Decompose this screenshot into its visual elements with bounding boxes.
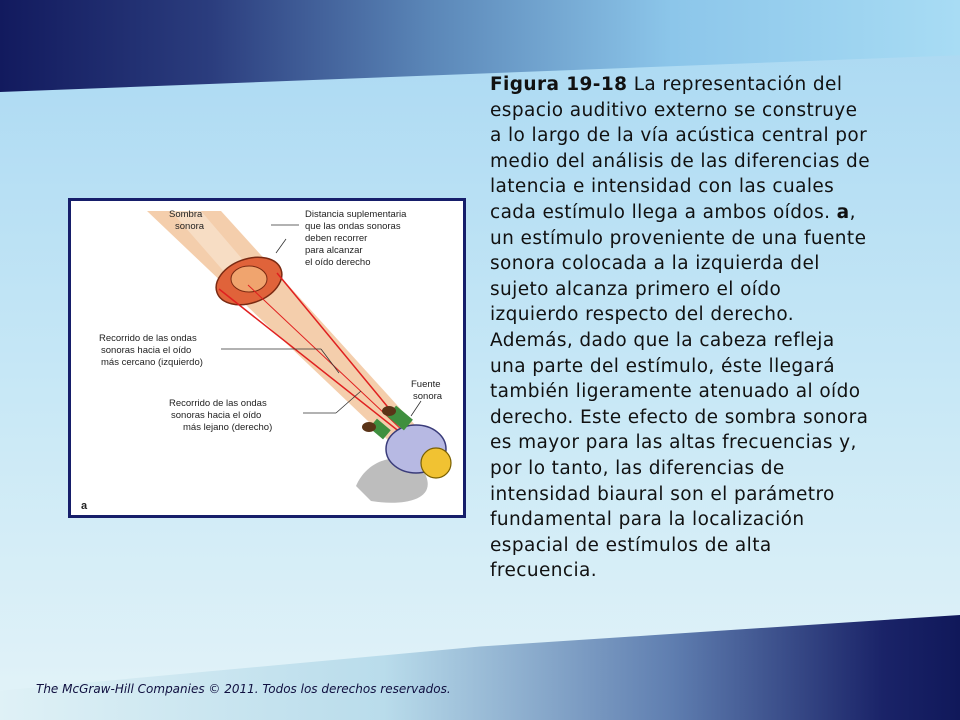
label-source: Fuente xyxy=(411,379,441,390)
leader-line xyxy=(276,239,286,253)
source-person-foot xyxy=(362,422,376,432)
copyright-footer: The McGraw-Hill Companies © 2011. Todos los derechos reservados. xyxy=(36,682,451,696)
auditory-space-illustration xyxy=(71,201,463,515)
label-near-path: más cercano (izquierdo) xyxy=(101,357,203,368)
source-person-head xyxy=(421,448,451,478)
source-person-foot xyxy=(382,406,396,416)
label-extra-distance: para alcanzar xyxy=(305,245,363,256)
footer-gradient-band xyxy=(0,615,960,720)
caption-text: , un estímulo proveniente de una fuente sonora colocada a la izquierda del sujeto alcanza primero el oído izquierdo respecto del derecho. Además, dado que la cabeza refleja una parte del estímulo, éste llegará también ligeramente atenuado al oído derecho. Este efecto de sombra sonora es mayor para las altas frecuencias y, por lo tanto, las diferencias de intensidad biaural son el parámetro fundamental para la localización espacial de estímulos de alta frecuencia. xyxy=(490,201,869,582)
label-extra-distance: que las ondas sonoras xyxy=(305,221,401,232)
path-center xyxy=(248,285,403,431)
caption-panel-letter: a xyxy=(836,201,850,223)
label-extra-distance: el oído derecho xyxy=(305,257,371,268)
leader-line xyxy=(411,401,421,416)
caption-text: La representación del espacio auditivo externo se construye a lo largo de la vía acústica central por medio del análisis de las diferencias de latencia e intensidad con las cuales cada estímulo llega a ambos oídos. xyxy=(490,74,870,223)
label-near-path: sonoras hacia el oído xyxy=(101,345,192,356)
label-near-path: Recorrido de las ondas xyxy=(99,333,197,344)
label-source: sonora xyxy=(413,391,443,402)
figure-number: Figura 19-18 xyxy=(490,74,628,95)
label-shadow: Sombra xyxy=(169,209,203,220)
listener-face xyxy=(231,266,267,292)
label-extra-distance: Distancia suplementaria xyxy=(305,209,407,220)
label-extra-distance: deben recorrer xyxy=(305,233,368,244)
label-far-path: más lejano (derecho) xyxy=(183,422,273,433)
panel-letter: a xyxy=(81,500,88,512)
label-shadow: sonora xyxy=(175,221,205,232)
label-far-path: Recorrido de las ondas xyxy=(169,398,267,409)
label-far-path: sonoras hacia el oído xyxy=(171,410,262,421)
figure-caption xyxy=(490,72,870,584)
figure-panel xyxy=(68,198,466,518)
